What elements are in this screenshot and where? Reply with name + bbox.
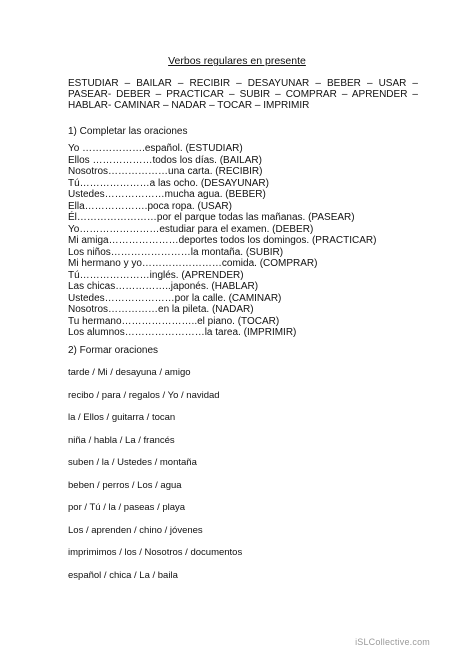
- prompt-item: recibo / para / regalos / Yo / navidad: [68, 389, 220, 401]
- section2-heading: 2) Formar oraciones: [68, 345, 159, 356]
- sentence-item: Nosotros………………una carta. (RECIBIR): [68, 166, 263, 177]
- sentence-item: Las chicas……………..japonés. (HABLAR): [68, 281, 259, 292]
- sentence-item: Ellos ………………todos los días. (BAILAR): [68, 154, 262, 166]
- prompt-item: imprimimos / los / Nosotros / documentos: [68, 547, 243, 558]
- sentence-item: Ustedes…………………por la calle. (CAMINAR): [68, 292, 282, 304]
- sentence-list: [68, 143, 428, 339]
- sentence-item: Yo……………………estudiar para el examen. (DEBER): [68, 223, 314, 235]
- section1-heading: 1) Completar las oraciones: [68, 126, 188, 137]
- sentence-item: Los niños……………………la montaña. (SUBIR): [68, 246, 284, 258]
- sentence-item: Ustedes………………mucha agua. (BEBER): [68, 189, 266, 200]
- prompt-item: Los / aprenden / chino / jóvenes: [68, 524, 203, 536]
- worksheet-title: Verbos regulares en presente: [168, 55, 306, 67]
- verb-list: ESTUDIAR – BAILAR – RECIBIR – DESAYUNAR – BEBER – USAR – PASEAR- DEBER – PRACTICAR – SUBIR – COMPRAR – APRENDER – HABLAR- CAMINAR – NADAR – TOCAR – IMPRIMIR: [68, 78, 418, 111]
- prompt-item: español / chica / La / baila: [68, 569, 178, 581]
- sentence-item: Tu hermano…………………..el piano. (TOCAR): [68, 315, 280, 327]
- sentence-item: Nosotros……………en la pileta. (NADAR): [68, 304, 254, 315]
- prompt-item: la / Ellos / guitarra / tocan: [68, 412, 176, 423]
- sentence-item: Ella……………….poca ropa. (USAR): [68, 200, 232, 212]
- sentence-item: Él……………………por el parque todas las mañanas. (PASEAR): [68, 212, 355, 223]
- prompt-item: por / Tú / la / paseas / playa: [68, 502, 186, 513]
- prompt-item: beben / perros / Los / agua: [68, 479, 182, 491]
- sentence-item: Tú…………………a las ocho. (DESAYUNAR): [68, 177, 269, 189]
- watermark: iSLCollective.com: [355, 637, 430, 647]
- sentence-item: Mi hermano y yo……………………comida. (COMPRAR): [68, 258, 318, 269]
- prompt-item: niña / habla / La / francés: [68, 434, 175, 446]
- sentence-item: Los alumnos……………………la tarea. (IMPRIMIR): [68, 327, 297, 338]
- sentence-item: Yo ……………….español. (ESTUDIAR): [68, 143, 243, 154]
- prompt-list: [68, 367, 428, 592]
- sentence-item: Tú…………………inglés. (APRENDER): [68, 269, 244, 281]
- sentence-item: Mi amiga…………………deportes todos los domingos. (PRACTICAR): [68, 235, 377, 246]
- prompt-item: tarde / Mi / desayuna / amigo: [68, 367, 191, 378]
- prompt-item: suben / la / Ustedes / montaña: [68, 457, 197, 468]
